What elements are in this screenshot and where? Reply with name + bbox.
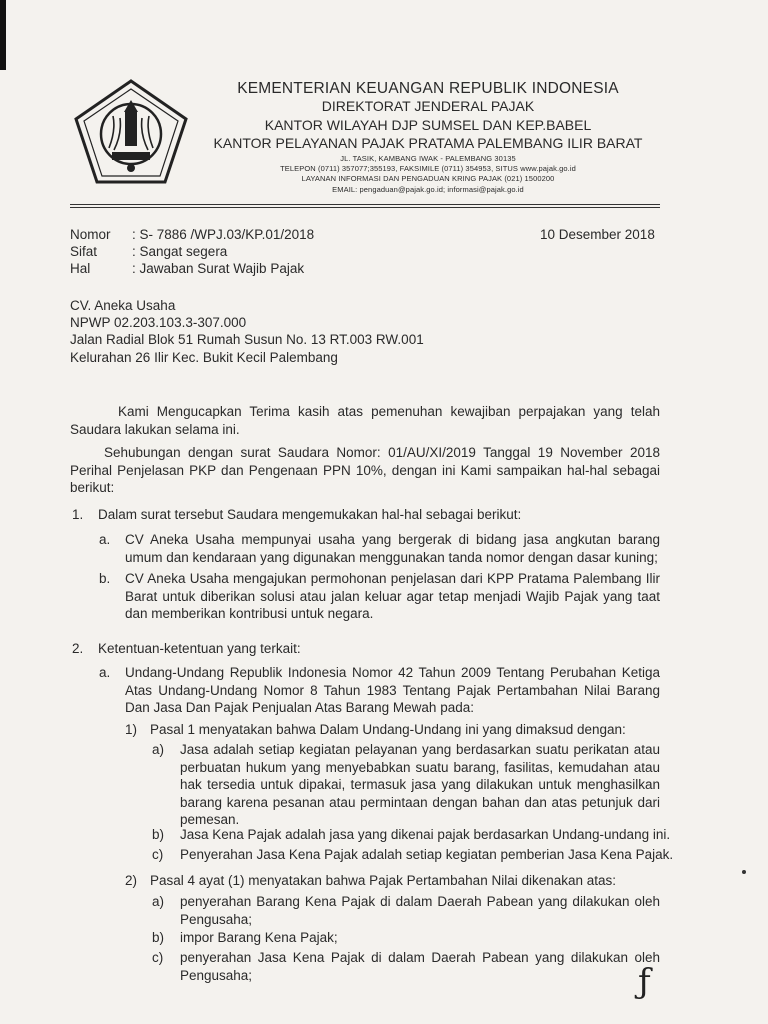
pasal1b-letter: b) — [152, 827, 165, 842]
letter-date: 10 Desember 2018 — [540, 227, 655, 242]
recipient-name: CV. Aneka Usaha — [70, 298, 176, 313]
scan-speck — [742, 870, 746, 874]
hal-value: : Jawaban Surat Wajib Pajak — [132, 261, 305, 276]
hal-label: Hal — [70, 261, 91, 276]
pasal1b-text: Jasa Kena Pajak adalah jasa yang dikenai pajak berdasarkan Undang-undang ini. — [180, 827, 671, 842]
pasal4b-text: impor Barang Kena Pajak; — [180, 930, 338, 945]
directorate-title: DIREKTORAT JENDERAL PAJAK — [321, 98, 535, 114]
sifat-value: : Sangat segera — [132, 244, 228, 259]
item1b-letter: b. — [99, 571, 111, 586]
recipient-npwp: NPWP 02.203.103.3-307.000 — [70, 315, 247, 330]
item2a-text: Undang-Undang Republik Indonesia Nomor 42 Tahun 2009 Tentang Perubahan Ketiga Atas Undang-Undang Nomor 8 Tahun 1983 Tentang Pajak Pertambahan Nilai Barang Dan Jasa Dan Pajak Penjualan Atas Barang Mewah pada: — [125, 665, 660, 715]
info-service-line: LAYANAN INFORMASI DAN PENGADUAN KRING PAJAK (021) 1500200 — [301, 174, 555, 183]
item1-text: Dalam surat tersebut Saudara mengemukakan hal-hal sebagai berikut: — [98, 507, 522, 522]
item1a-text: CV Aneka Usaha mempunyai usaha yang bergerak di bidang jasa angkutan barang umum dan kendaraan yang digunakan menggunakan tanda nomor dengan dasar kuning; — [125, 532, 660, 565]
item2-number: 2. — [72, 641, 84, 656]
pasal1c-letter: c) — [152, 847, 164, 862]
letterhead-divider-thin — [70, 207, 660, 208]
item1a-letter: a. — [99, 532, 111, 547]
pasal4-text: Pasal 4 ayat (1) menyatakan bahwa Pajak Pertambahan Nilai dikenakan atas: — [150, 873, 617, 888]
recipient-district: Kelurahan 26 Ilir Kec. Bukit Kecil Palembang — [70, 350, 338, 365]
tax-office-title: KANTOR PELAYANAN PAJAK PRATAMA PALEMBANG ILIR BARAT — [213, 135, 643, 151]
office-address: JL. TASIK, KAMBANG IWAK - PALEMBANG 30135 — [340, 154, 516, 163]
reference-paragraph: Sehubungan dengan surat Saudara Nomor: 01/AU/XI/2019 Tanggal 19 November 2018 Perihal Penjelasan PKP dan Pengenaan PPN 10%, dengan ini Kami sampaikan hal-hal sebagai berikut: — [70, 445, 660, 495]
handwritten-initial-mark: ƒ — [638, 962, 651, 1002]
pasal4a-text: penyerahan Barang Kena Pajak di dalam Daerah Pabean yang dilakukan oleh Pengusaha; — [180, 894, 660, 927]
item2-text: Ketentuan-ketentuan yang terkait: — [98, 641, 301, 656]
pasal4c-text: penyerahan Jasa Kena Pajak di dalam Daerah Pabean yang dilakukan oleh Pengusaha; — [180, 950, 660, 983]
kemenkeu-emblem-icon — [72, 78, 190, 186]
office-phone: TELEPON (0711) 357077;355193, FAKSIMILE (0711) 354953, SITUS www.pajak.go.id — [280, 164, 576, 173]
office-email: EMAIL: pengaduan@pajak.go.id; informasi@pajak.go.id — [332, 185, 524, 194]
pasal4c-letter: c) — [152, 950, 164, 965]
nomor-value: : S- 7886 /WPJ.03/KP.01/2018 — [132, 227, 315, 242]
pasal1a-letter: a) — [152, 742, 165, 757]
item1b-text: CV Aneka Usaha mengajukan permohonan penjelasan dari KPP Pratama Palembang Ilir Barat untuk diberikan solusi atau jalan keluar agar tetap menjadi Wajib Pajak yang taat dan memberikan kontribusi untuk negara. — [125, 571, 660, 621]
opening-paragraph: Kami Mengucapkan Terima kasih atas pemenuhan kewajiban perpajakan yang telah Saudara lakukan selama ini. — [70, 404, 660, 437]
pasal1a-text: Jasa adalah setiap kegiatan pelayanan yang berdasarkan suatu perikatan atau perbuatan hukum yang menyebabkan suatu barang, fasilitas, kemudahan atau hak tersedia untuk dipakai, termasuk jasa yang dilakukan untuk menghasilkan barang karena pesanan atau permintaan dengan bahan dan atas petunjuk dari pemesan. — [180, 742, 660, 827]
item1-number: 1. — [72, 507, 84, 522]
pasal1-text: Pasal 1 menyatakan bahwa Dalam Undang-Undang ini yang dimaksud dengan: — [150, 722, 626, 737]
regional-office-title: KANTOR WILAYAH DJP SUMSEL DAN KEP.BABEL — [264, 117, 592, 133]
sifat-label: Sifat — [70, 244, 98, 259]
pasal1-number: 1) — [125, 722, 138, 737]
pasal4-number: 2) — [125, 873, 138, 888]
scan-edge-mark — [0, 0, 6, 70]
item2a-letter: a. — [99, 665, 111, 680]
ministry-title: KEMENTERIAN KEUANGAN REPUBLIK INDONESIA — [237, 80, 619, 97]
pasal1c-text: Penyerahan Jasa Kena Pajak adalah setiap kegiatan pemberian Jasa Kena Pajak. — [180, 847, 674, 862]
recipient-street: Jalan Radial Blok 51 Rumah Susun No. 13 RT.003 RW.001 — [70, 332, 424, 347]
nomor-label: Nomor — [70, 227, 111, 242]
pasal4a-letter: a) — [152, 894, 165, 909]
pasal4b-letter: b) — [152, 930, 165, 945]
letterhead-divider — [70, 204, 660, 205]
